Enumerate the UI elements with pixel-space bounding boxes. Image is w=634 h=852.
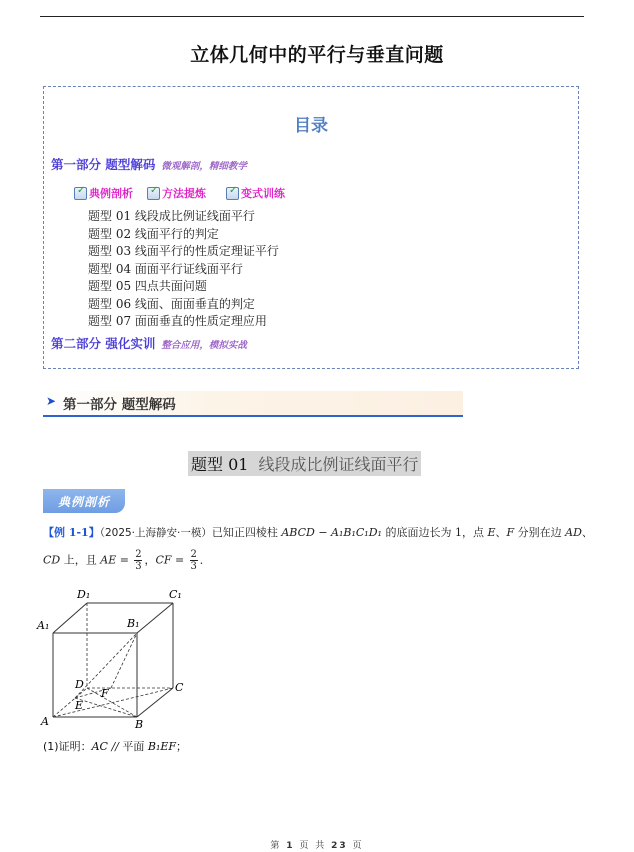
math-ad: AD (565, 526, 582, 539)
page-total: 23 (331, 841, 348, 851)
text: 、 (581, 526, 593, 539)
header-rule (40, 16, 584, 17)
denominator: 3 (135, 561, 142, 572)
toc-item[interactable]: 题型 07 面面垂直的性质定理应用 (88, 314, 267, 328)
toc-part-2[interactable] (51, 334, 247, 352)
example-badge: 典例剖析 (43, 489, 125, 513)
page-number: 1 (286, 841, 295, 851)
document-title: 立体几何中的平行与垂直问题 (190, 44, 444, 66)
toc-part-2-subtitle: 整合应用，模拟实战 (161, 340, 247, 351)
text: ， (144, 553, 156, 567)
toc-item[interactable]: 题型 05 四点共面问题 (88, 279, 207, 293)
toc-item[interactable]: 题型 06 线面、面面垂直的判定 (88, 296, 255, 311)
checkbox-doc-icon (147, 187, 160, 200)
topic-number: 题型 01 (191, 455, 249, 474)
text: 平面 (122, 740, 148, 753)
checkbox-doc-icon (226, 187, 239, 200)
text: 第 (270, 841, 287, 851)
math-point-f: F (506, 526, 515, 539)
example-label: 【例 1-1】 (43, 526, 100, 539)
label-a: A (41, 715, 49, 728)
example-source: （2025·上海静安·一模） (99, 527, 212, 539)
math-cf: CF (155, 553, 172, 567)
toc-item[interactable]: 题型 02 线面平行的判定 (88, 226, 219, 241)
toc-item[interactable]: 题型 03 线面平行的性质定理证平行 (88, 244, 279, 258)
text: 的底面边长为 1，点 (381, 526, 488, 539)
topic-name: 线段成比例证线面平行 (258, 455, 419, 474)
math-plane: B₁EF (147, 740, 177, 753)
math-cd: CD (43, 553, 61, 567)
example-line-2 (43, 549, 211, 572)
label-c1: C₁ (169, 588, 182, 601)
label-e: E (75, 699, 84, 712)
label-d: D (75, 678, 84, 691)
toc-heading: 目录 (294, 116, 328, 136)
question-1 (43, 738, 187, 754)
toc-tab-examples[interactable] (74, 185, 133, 201)
text: 已知正四棱柱 (211, 526, 282, 539)
toc-part-1[interactable] (51, 155, 247, 173)
label-c: C (175, 681, 184, 694)
label-f: F (101, 687, 109, 700)
arrow-right-icon: ➤ (46, 394, 57, 408)
math-prism: ABCD − A₁B₁C₁D₁ (281, 526, 382, 539)
toc-tabs (74, 185, 285, 201)
math-point-e: E (487, 526, 496, 539)
table-of-contents (43, 86, 579, 369)
numerator: 2 (190, 549, 197, 560)
checkbox-doc-icon (74, 187, 87, 200)
question-number: (1) (43, 740, 59, 753)
text: ； (176, 740, 188, 753)
page-footer (0, 838, 634, 851)
text: = (171, 553, 188, 567)
text: 、 (495, 526, 507, 539)
math-ae: AE (100, 553, 117, 567)
label-b: B (135, 718, 144, 730)
text: 上，且 (60, 553, 101, 567)
toc-tab-practice[interactable] (226, 185, 285, 201)
label-b1: B₁ (127, 617, 140, 630)
denominator: 3 (190, 561, 197, 572)
toc-part-1-subtitle: 微观解剖，精细教学 (161, 161, 247, 172)
toc-item[interactable]: 题型 01 线段成比例证线面平行 (88, 209, 255, 223)
text: = (116, 553, 133, 567)
toc-list (88, 208, 279, 331)
numerator: 2 (135, 549, 142, 560)
toc-tab-methods[interactable] (147, 185, 206, 201)
section-header (43, 391, 463, 417)
math-ac-parallel: AC // (91, 740, 123, 753)
toc-tab-label: 变式训练 (241, 187, 285, 200)
text: ． (199, 553, 211, 567)
text: 页 (347, 841, 364, 851)
text: 分别在边 (514, 526, 566, 539)
toc-item[interactable]: 题型 04 面面平行证线面平行 (88, 261, 243, 276)
section-label: 第一部分 题型解码 (63, 397, 176, 413)
label-d1: D₁ (77, 588, 91, 601)
fraction (134, 549, 142, 572)
toc-tab-label: 典例剖析 (89, 187, 133, 200)
label-a1: A₁ (37, 619, 50, 632)
toc-part-2-label: 第二部分 强化实训 (51, 336, 156, 351)
text: 证明： (58, 740, 92, 753)
fraction (190, 549, 198, 572)
text: 页 共 (294, 841, 332, 851)
toc-tab-label: 方法提炼 (162, 187, 206, 200)
example-line-1 (43, 524, 593, 540)
topic-title (188, 451, 421, 476)
toc-part-1-label: 第一部分 题型解码 (51, 157, 156, 172)
prism-figure (35, 585, 195, 730)
